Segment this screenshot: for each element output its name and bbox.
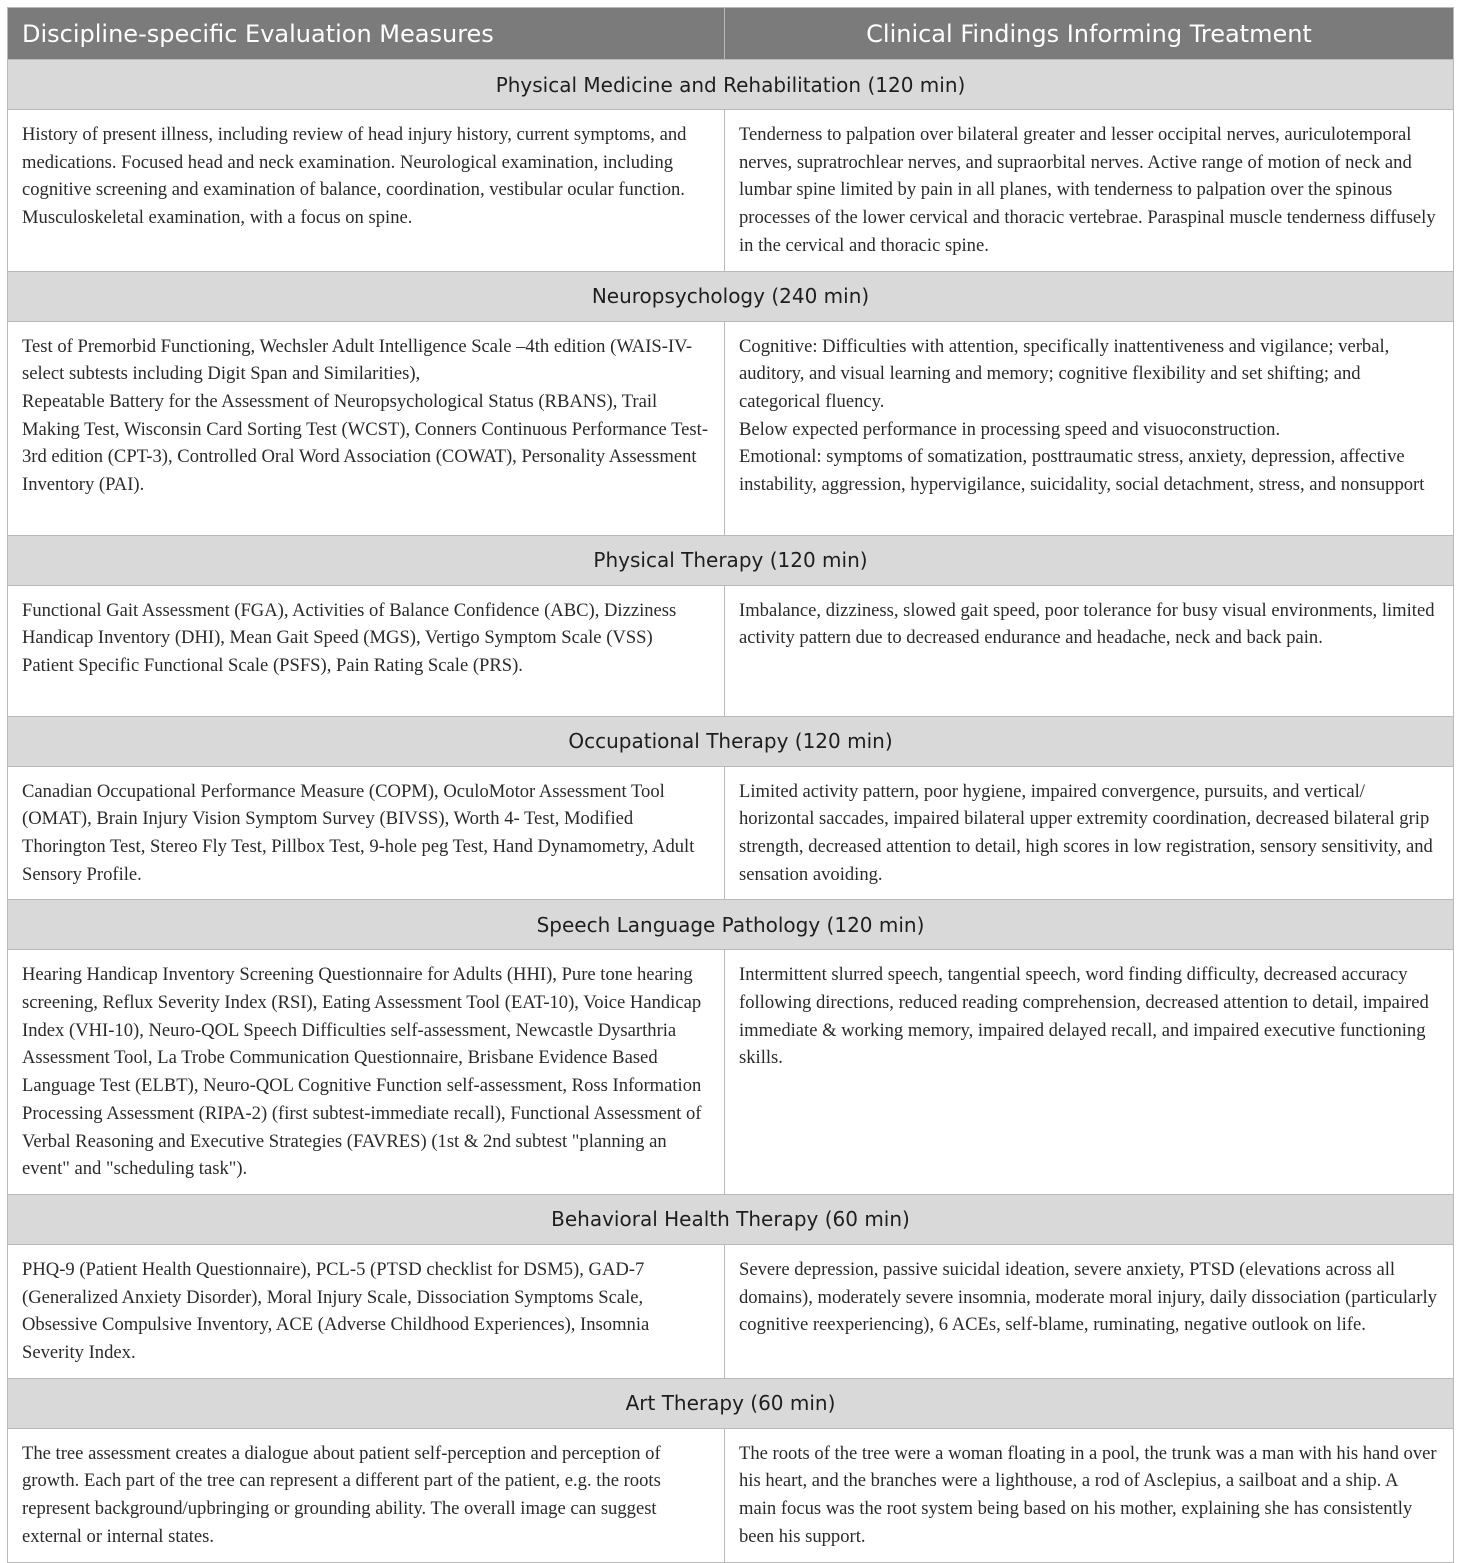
measures-cell: Canadian Occupational Performance Measure (COPM), OculoMotor Assessment Tool (OMAT), Brain Injury Vision Symptom Survey (BIVSS), Worth 4- Test, Modified Thorington Test, Stereo Fly Test, Pillbox Test, 9-hole peg Test, Hand Dynamometry, Adult Sensory Profile. [8, 766, 725, 900]
table-row [8, 950, 1454, 1195]
table-row [8, 321, 1454, 535]
findings-cell: The roots of the tree were a woman floating in a pool, the trunk was a man with his hand over his heart, and the branches were a lighthouse, a rod of Asclepius, a sailboat and a ship. A main focus was the root system being based on his mother, explaining she has consistently been his support. [725, 1428, 1454, 1562]
findings-cell: Severe depression, passive suicidal ideation, severe anxiety, PTSD (elevations across all domains), moderately severe insomnia, moderate moral injury, daily dissociation (particularly cognitive reexperiencing), 6 ACEs, self-blame, ruminating, negative outlook on life. [725, 1244, 1454, 1378]
table-row [8, 766, 1454, 900]
measures-cell: Functional Gait Assessment (FGA), Activities of Balance Confidence (ABC), Dizziness Handicap Inventory (DHI), Mean Gait Speed (MGS), Vertigo Symptom Scale (VSS) Patient Specific Functional Scale (PSFS), Pain Rating Scale (PRS). [8, 585, 725, 716]
measures-cell: Hearing Handicap Inventory Screening Questionnaire for Adults (HHI), Pure tone hearing screening, Reflux Severity Index (RSI), Eating Assessment Tool (EAT-10), Voice Handicap Index (VHI-10), Neuro-QOL Speech Difficulties self-assessment, Newcastle Dysarthria Assessment Tool, La Trobe Communication Questionnaire, Brisbane Evidence Based Language Test (ELBT), Neuro-QOL Cognitive Function self-assessment, Ross Information Processing Assessment (RIPA-2) (first subtest-immediate recall), Functional Assessment of Verbal Reasoning and Executive Strategies (FAVRES) (1st & 2nd subtest "planning an event" and "scheduling task"). [8, 950, 725, 1195]
findings-cell: Tenderness to palpation over bilateral greater and lesser occipital nerves, auriculotemporal nerves, supratrochlear nerves, and supraorbital nerves. Active range of motion of neck and lumbar spine limited by pain in all planes, with tenderness to palpation over the spinous processes of the lower cervical and thoracic vertebrae. Paraspinal muscle tenderness diffusely in the cervical and thoracic spine. [725, 110, 1454, 272]
section-row-physical-therapy [8, 535, 1454, 585]
table-row [8, 585, 1454, 716]
section-row-pmr [8, 60, 1454, 110]
section-row-occupational-therapy [8, 716, 1454, 766]
measures-cell: PHQ-9 (Patient Health Questionnaire), PCL-5 (PTSD checklist for DSM5), GAD-7 (Generalized Anxiety Disorder), Moral Injury Scale, Dissociation Symptoms Scale, Obsessive Compulsive Inventory, ACE (Adverse Childhood Experiences), Insomnia Severity Index. [8, 1244, 725, 1378]
section-row-behavioral-health-therapy [8, 1194, 1454, 1244]
section-row-art-therapy [8, 1378, 1454, 1428]
section-row-neuropsychology [8, 271, 1454, 321]
table-row [8, 1428, 1454, 1562]
section-title: Occupational Therapy (120 min) [8, 716, 1454, 766]
findings-cell: Limited activity pattern, poor hygiene, impaired convergence, pursuits, and vertical/ horizontal saccades, impaired bilateral upper extremity coordination, decreased bilateral grip strength, decreased attention to detail, high scores in low registration, sensory sensitivity, and sensation avoiding. [725, 766, 1454, 900]
section-title: Behavioral Health Therapy (60 min) [8, 1194, 1454, 1244]
measures-cell: Test of Premorbid Functioning, Wechsler Adult Intelligence Scale –4th edition (WAIS-IV-select subtests including Digit Span and Similarities), Repeatable Battery for the Assessment of Neuropsychological Status (RBANS), Trail Making Test, Wisconsin Card Sorting Test (WCST), Conners Continuous Performance Test-3rd edition (CPT-3), Controlled Oral Word Association (COWAT), Personality Assessment Inventory (PAI). [8, 321, 725, 535]
evaluation-table [7, 7, 1454, 1563]
measures-cell: History of present illness, including review of head injury history, current symptoms, and medications. Focused head and neck examination. Neurological examination, including cognitive screening and examination of balance, coordination, vestibular ocular function. Musculoskeletal examination, with a focus on spine. [8, 110, 725, 272]
findings-cell: Intermittent slurred speech, tangential speech, word finding difficulty, decreased accuracy following directions, reduced reading comprehension, decreased attention to detail, impaired immediate & working memory, impaired delayed recall, and impaired executive functioning skills. [725, 950, 1454, 1195]
table-row [8, 1244, 1454, 1378]
findings-cell: Cognitive: Difficulties with attention, specifically inattentiveness and vigilance; verbal, auditory, and visual learning and memory; cognitive flexibility and set shifting; and categorical fluency. Below expected performance in processing speed and visuoconstruction. Emotional: symptoms of somatization, posttraumatic stress, anxiety, depression, affective instability, aggression, hypervigilance, suicidality, social detachment, stress, and nonsupport [725, 321, 1454, 535]
measures-cell: The tree assessment creates a dialogue about patient self-perception and perception of growth. Each part of the tree can represent a different part of the patient, e.g. the roots represent background/upbringing or grounding ability. The overall image can suggest external or internal states. [8, 1428, 725, 1562]
section-row-speech-language-pathology [8, 900, 1454, 950]
column-header-findings: Clinical Findings Informing Treatment [725, 8, 1454, 60]
section-title: Physical Medicine and Rehabilitation (120 min) [8, 60, 1454, 110]
header-row [8, 8, 1454, 60]
findings-cell: Imbalance, dizziness, slowed gait speed, poor tolerance for busy visual environments, limited activity pattern due to decreased endurance and headache, neck and back pain. [725, 585, 1454, 716]
section-title: Neuropsychology (240 min) [8, 271, 1454, 321]
section-title: Speech Language Pathology (120 min) [8, 900, 1454, 950]
section-title: Physical Therapy (120 min) [8, 535, 1454, 585]
section-title: Art Therapy (60 min) [8, 1378, 1454, 1428]
table-row [8, 110, 1454, 272]
column-header-measures: Discipline-specific Evaluation Measures [8, 8, 725, 60]
